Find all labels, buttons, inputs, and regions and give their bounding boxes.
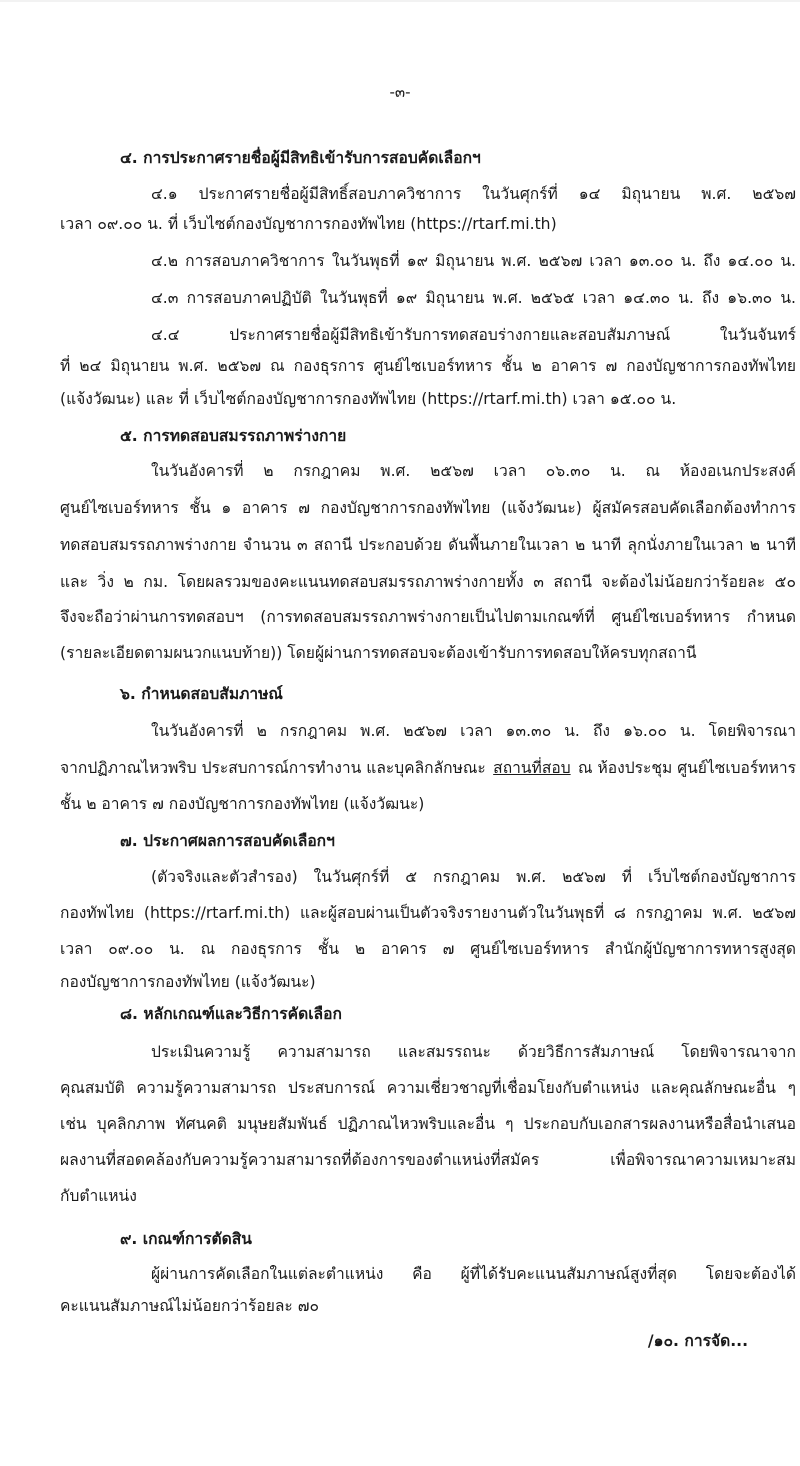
section-6-line-2-start: จากปฏิภาณไหวพริบ ประสบการณ์การทำงาน และบุคลิกลักษณะ bbox=[60, 759, 486, 777]
scan-edge bbox=[0, 0, 800, 2]
section-6-line-3: ชั้น ๒ อาคาร ๗ กองบัญชาการกองทัพไทย (แจ้งวัฒนะ) bbox=[60, 795, 425, 813]
section-9-line-1: ผู้ผ่านการคัดเลือกในแต่ละตำแหน่ง คือ ผู้ที่ได้รับคะแนนสัมภาษณ์สูงที่สุด โดยจะต้องได้ bbox=[151, 1265, 796, 1283]
section-4-3-line: ๔.๓ การสอบภาคปฏิบัติ ในวันพุธที่ ๑๙ มิถุนายน พ.ศ. ๒๕๖๕ เวลา ๑๔.๓๐ น. ถึง ๑๖.๓๐ น. bbox=[151, 289, 796, 307]
section-5-line-5: จึงจะถือว่าผ่านการทดสอบฯ (การทดสอบสมรรถภาพร่างกายเป็นไปตามเกณฑ์ที่ ศูนย์ไซเบอร์ทหาร กำหนด bbox=[60, 608, 796, 626]
section-9-line-2: คะแนนสัมภาษณ์ไม่น้อยกว่าร้อยละ ๗๐ bbox=[60, 1297, 320, 1315]
section-8-line-5: กับตำแหน่ง bbox=[60, 1187, 137, 1205]
section-7-line-2: กองทัพไทย (https://rtarf.mi.th) และผู้สอบผ่านเป็นตัวจริงรายงานตัวในวันพุธที่ ๘ กรกฎาคม พ.ศ. ๒๕๖๗ bbox=[60, 904, 796, 922]
section-6-line-1: ในวันอังคารที่ ๒ กรกฎาคม พ.ศ. ๒๕๖๗ เวลา ๑๓.๓๐ น. ถึง ๑๖.๐๐ น. โดยพิจารณา bbox=[151, 722, 796, 740]
section-8-line-4: ผลงานที่สอดคล้องกับความรู้ความสามารถที่ต้องการของตำแหน่งที่สมัคร เพื่อพิจารณาความเหมาะสม bbox=[60, 1151, 796, 1169]
section-7-heading: ๗. ประกาศผลการสอบคัดเลือกฯ bbox=[120, 832, 335, 850]
section-5-line-2: ศูนย์ไซเบอร์ทหาร ชั้น ๑ อาคาร ๗ กองบัญชาการกองทัพไทย (แจ้งวัฒนะ) ผู้สมัครสอบคัดเลือกต้องทำการ bbox=[60, 499, 796, 517]
section-4-1-cont: เวลา ๐๙.๐๐ น. ที่ เว็บไซต์กองบัญชาการกองทัพไทย (https://rtarf.mi.th) bbox=[60, 215, 557, 233]
section-5-heading: ๕. การทดสอบสมรรถภาพร่างกาย bbox=[120, 427, 347, 445]
section-8-line-2: คุณสมบัติ ความรู้ความสามารถ ประสบการณ์ ความเชี่ยวชาญที่เชื่อมโยงกับตำแหน่ง และคุณลักษณะอื่น ๆ bbox=[60, 1079, 796, 1097]
section-8-heading: ๘. หลักเกณฑ์และวิธีการคัดเลือก bbox=[120, 1005, 342, 1023]
exam-venue-label: สถานที่สอบ bbox=[493, 759, 571, 777]
section-8-line-3: เช่น บุคลิกภาพ ทัศนคติ มนุษยสัมพันธ์ ปฏิภาณไหวพริบและอื่น ๆ ประกอบกับเอกสารผลงานหรือสื่อนำเสนอ bbox=[60, 1115, 796, 1133]
section-4-1-line: ๔.๑ ประกาศรายชื่อผู้มีสิทธิ์สอบภาควิชาการ ในวันศุกร์ที่ ๑๔ มิถุนายน พ.ศ. ๒๕๖๗ bbox=[151, 185, 796, 203]
section-8-line-1: ประเมินความรู้ ความสามารถ และสมรรถนะ ด้วยวิธีการสัมภาษณ์ โดยพิจารณาจาก bbox=[151, 1043, 796, 1061]
page-number: -๓- bbox=[389, 83, 411, 101]
section-9-heading: ๙. เกณฑ์การตัดสิน bbox=[120, 1230, 252, 1248]
section-6-line-2-end: ณ ห้องประชุม ศูนย์ไซเบอร์ทหาร bbox=[578, 759, 796, 777]
section-7-line-1: (ตัวจริงและตัวสำรอง) ในวันศุกร์ที่ ๕ กรกฎาคม พ.ศ. ๒๕๖๗ ที่ เว็บไซต์กองบัญชาการ bbox=[151, 868, 796, 886]
section-5-line-6: (รายละเอียดตามผนวกแนบท้าย)) โดยผู้ผ่านการทดสอบจะต้องเข้ารับการทดสอบให้ครบทุกสถานี bbox=[60, 644, 697, 662]
section-4-4-line: ๔.๔ ประกาศรายชื่อผู้มีสิทธิเข้ารับการทดสอบร่างกายและสอบสัมภาษณ์ ในวันจันทร์ bbox=[151, 326, 796, 344]
section-7-line-4: กองบัญชาการกองทัพไทย (แจ้งวัฒนะ) bbox=[60, 973, 316, 991]
section-5-line-3: ทดสอบสมรรถภาพร่างกาย จำนวน ๓ สถานี ประกอบด้วย ดันพื้นภายในเวลา ๒ นาที ลุกนั่งภายในเวลา ๒ นาที bbox=[60, 536, 796, 554]
section-7-line-3: เวลา ๐๙.๐๐ น. ณ กองธุรการ ชั้น ๒ อาคาร ๗ ศูนย์ไซเบอร์ทหาร สำนักผู้บัญชาการทหารสูงสุด bbox=[60, 940, 796, 958]
section-5-line-1: ในวันอังคารที่ ๒ กรกฎาคม พ.ศ. ๒๕๖๗ เวลา ๐๖.๓๐ น. ณ ห้องอเนกประสงค์ bbox=[151, 462, 796, 480]
section-4-4-cont-2: (แจ้งวัฒนะ) และ ที่ เว็บไซต์กองบัญชาการกองทัพไทย (https://rtarf.mi.th) เวลา ๑๕.๐๐ น. bbox=[60, 390, 677, 408]
continuation-marker: /๑๐. การจัด... bbox=[647, 1332, 748, 1350]
section-4-heading: ๔. การประกาศรายชื่อผู้มีสิทธิเข้ารับการสอบคัดเลือกฯ bbox=[120, 149, 481, 167]
section-6-line-2 bbox=[60, 757, 796, 779]
section-4-2-line: ๔.๒ การสอบภาควิชาการ ในวันพุธที่ ๑๙ มิถุนายน พ.ศ. ๒๕๖๗ เวลา ๑๓.๐๐ น. ถึง ๑๔.๐๐ น. bbox=[151, 252, 796, 270]
section-6-heading: ๖. กำหนดสอบสัมภาษณ์ bbox=[120, 685, 283, 703]
section-5-line-4: และ วิ่ง ๒ กม. โดยผลรวมของคะแนนทดสอบสมรรถภาพร่างกายทั้ง ๓ สถานี จะต้องไม่น้อยกว่าร้อยละ ๕๐ bbox=[60, 573, 796, 591]
section-4-4-cont-1: ที่ ๒๔ มิถุนายน พ.ศ. ๒๕๖๗ ณ กองธุรการ ศูนย์ไซเบอร์ทหาร ชั้น ๒ อาคาร ๗ กองบัญชาการกองทัพไทย bbox=[60, 357, 796, 375]
